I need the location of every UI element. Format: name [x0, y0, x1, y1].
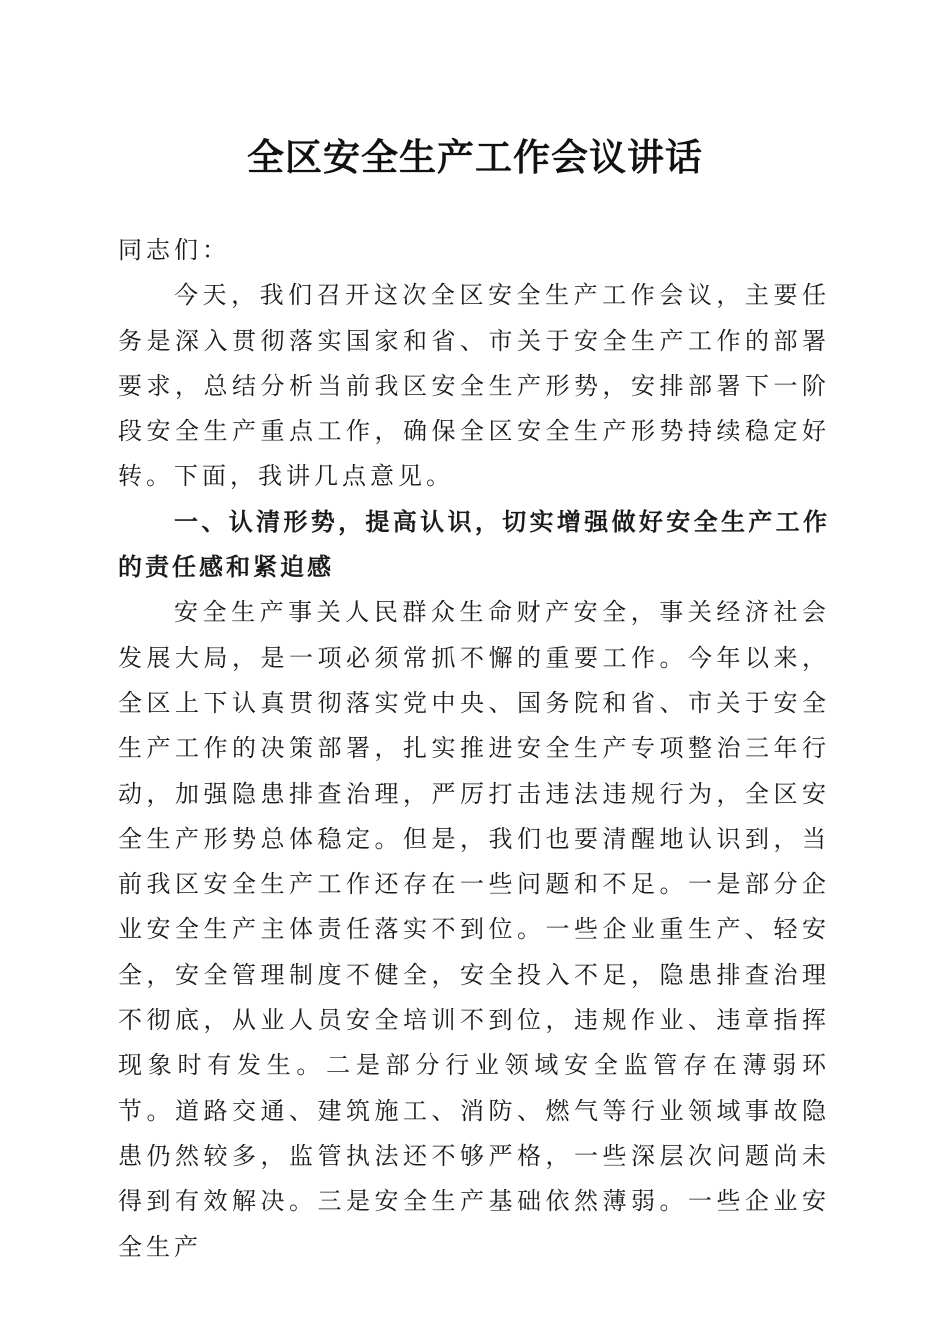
document-title: 全区安全生产工作会议讲话 [247, 136, 703, 179]
document-body [118, 228, 830, 1270]
section-1-paragraph: 安全生产事关人民群众生命财产安全，事关经济社会发展大局，是一项必须常抓不懈的重要工作。今年以来，全区上下认真贯彻落实党中央、国务院和省、市关于安全生产工作的决策部署，扎实推进安全生产专项整治三年行动，加强隐患排查治理，严厉打击违法违规行为，全区安全生产形势总体稳定。但是，我们也要清醒地认识到，当前我区安全生产工作还存在一些问题和不足。一是部分企业安全生产主体责任落实不到位。一些企业重生产、轻安全，安全管理制度不健全，安全投入不足，隐患排查治理不彻底，从业人员安全培训不到位，违规作业、违章指挥现象时有发生。二是部分行业领域安全监管存在薄弱环节。道路交通、建筑施工、消防、燃气等行业领域事故隐患仍然较多，监管执法还不够严格，一些深层次问题尚未得到有效解决。三是安全生产基础依然薄弱。一些企业安全生产 [118, 598, 830, 1261]
section-heading-1: 一、认清形势，提高认识，切实增强做好安全生产工作的责任感和紧迫感 [118, 507, 830, 582]
greeting: 同志们： [118, 236, 230, 264]
intro-paragraph: 今天，我们召开这次全区安全生产工作会议，主要任务是深入贯彻落实国家和省、市关于安全生产工作的部署要求，总结分析当前我区安全生产形势，安排部署下一阶段安全生产重点工作，确保全区安全生产形势持续稳定好转。下面，我讲几点意见。 [118, 281, 830, 491]
